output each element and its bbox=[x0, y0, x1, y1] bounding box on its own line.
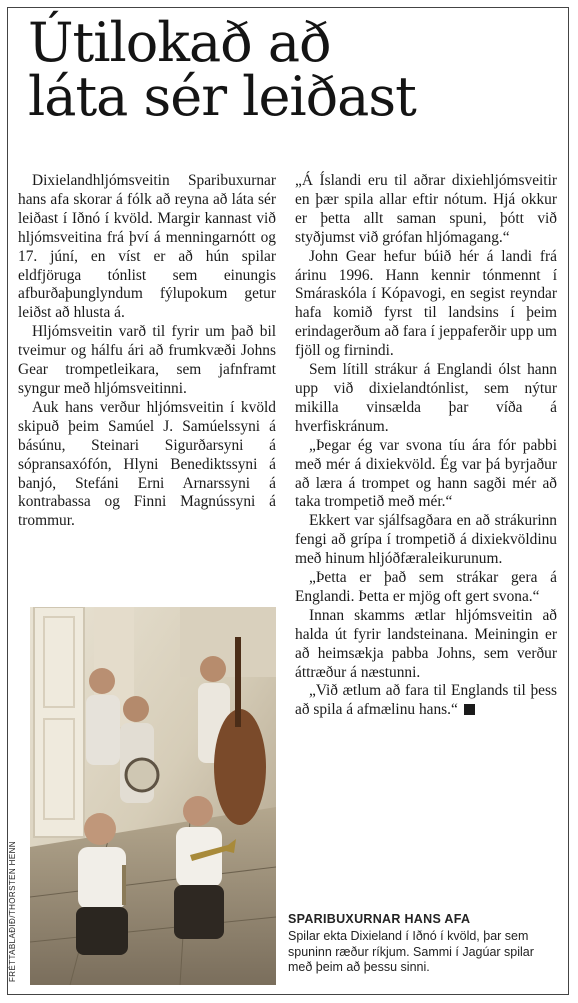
last-paragraph-text: „Við ætlum að fara til Englands til þess að spila á afmælinu hans.“ bbox=[295, 682, 557, 719]
headline bbox=[28, 11, 568, 128]
headline-line-1: Útilokað að bbox=[28, 11, 331, 74]
caption-title: SPARIBUXURNAR HANS AFA bbox=[288, 912, 471, 926]
article-column-1 bbox=[18, 172, 276, 531]
paragraph: Sem lítill strákur á Englandi ólst hann upp við dixielandtónlist, sem nýtur mikilla vinsælda þar víða á hverfiskránum. bbox=[295, 361, 557, 435]
paragraph: Hljómsveitin varð til fyrir um það bil tveimur og hálfu ári að frumkvæði Johns Gear trompetleikara, sem jafnframt syngur með hljómsveitinni. bbox=[18, 323, 276, 397]
photo-caption bbox=[288, 912, 556, 976]
paragraph: „Á Íslandi eru til aðrar dixiehljómsveitir en þær spila allar eftir nótum. Hjá okkur er þetta allt saman spuni, þótt við styðjumst við grófan hljómagang.“ bbox=[295, 172, 557, 246]
paragraph: „Þegar ég var svona tíu ára fór pabbi með mér á dixiekvöld. Ég var þá byrjaður að læra á trompet og hann sagði mér að taka trompetið með mér.“ bbox=[295, 436, 557, 511]
end-of-article-mark bbox=[464, 704, 475, 715]
paragraph: Dixielandhljómsveitin Sparibuxurnar hans afa skorar á fólk að reyna að láta sér leiðast í Iðnó í kvöld. Margir kannast við hljómsveitina frá því á menningarnótt og 17. júní, en víst er að hún spilar eldfjöruga tónlist sem einungis afburðaþunglyndum fýlupokum getur leiðst að hlusta á. bbox=[18, 172, 276, 322]
article-column-2 bbox=[295, 172, 557, 720]
paragraph: John Gear hefur búið hér á landi frá árinu 1996. Hann kennir tónmennt í Smáraskóla í Kópavogi, en segist reyndar hafa komið fyrst til landsins í þeim erindagerðum að fara í jeppaferðir upp um fjöll og firnindi. bbox=[295, 247, 557, 360]
musician-back-left bbox=[86, 668, 120, 765]
paragraph: „Þetta er það sem strákar gera á Englandi. Þetta er mjög oft gert svona.“ bbox=[295, 569, 557, 605]
last-paragraph bbox=[295, 682, 557, 720]
photo-credit: FRÉTTABLAÐIÐ/THORSTEN HENN bbox=[8, 841, 17, 982]
caption-text: Spilar ekta Dixieland í Iðnó í kvöld, þar sem spuninn ræður ríkjum. Sammi í Jagúar spilar með þeim að þessu sinni. bbox=[288, 929, 534, 975]
paragraph: Innan skamms ætlar hljómsveitin að halda út fyrir landsteinana. Meiningin er að heimsækja pabba Johns, sem verður áttræður á næstunni. bbox=[295, 606, 557, 681]
headline-line-2: láta sér leiðast bbox=[28, 65, 416, 128]
band-photo bbox=[30, 607, 276, 985]
band-photo-image bbox=[30, 607, 276, 985]
paragraph: Ekkert var sjálfsagðara en að strákurinn fengi að grípa í trompetið á dixiekvöldinu með hinum hljóðfæraleikurunum. bbox=[295, 512, 557, 568]
paragraph: Auk hans verður hljómsveitin í kvöld skipuð þeim Samúel J. Samúelssyni á básúnu, Steinari Sigurðarsyni á sópransaxófón, Hlyni Benediktssyni á banjó, Stefáni Erni Arnarssyni á kontrabassa og Finni Magnússyni á trommur. bbox=[18, 398, 276, 530]
